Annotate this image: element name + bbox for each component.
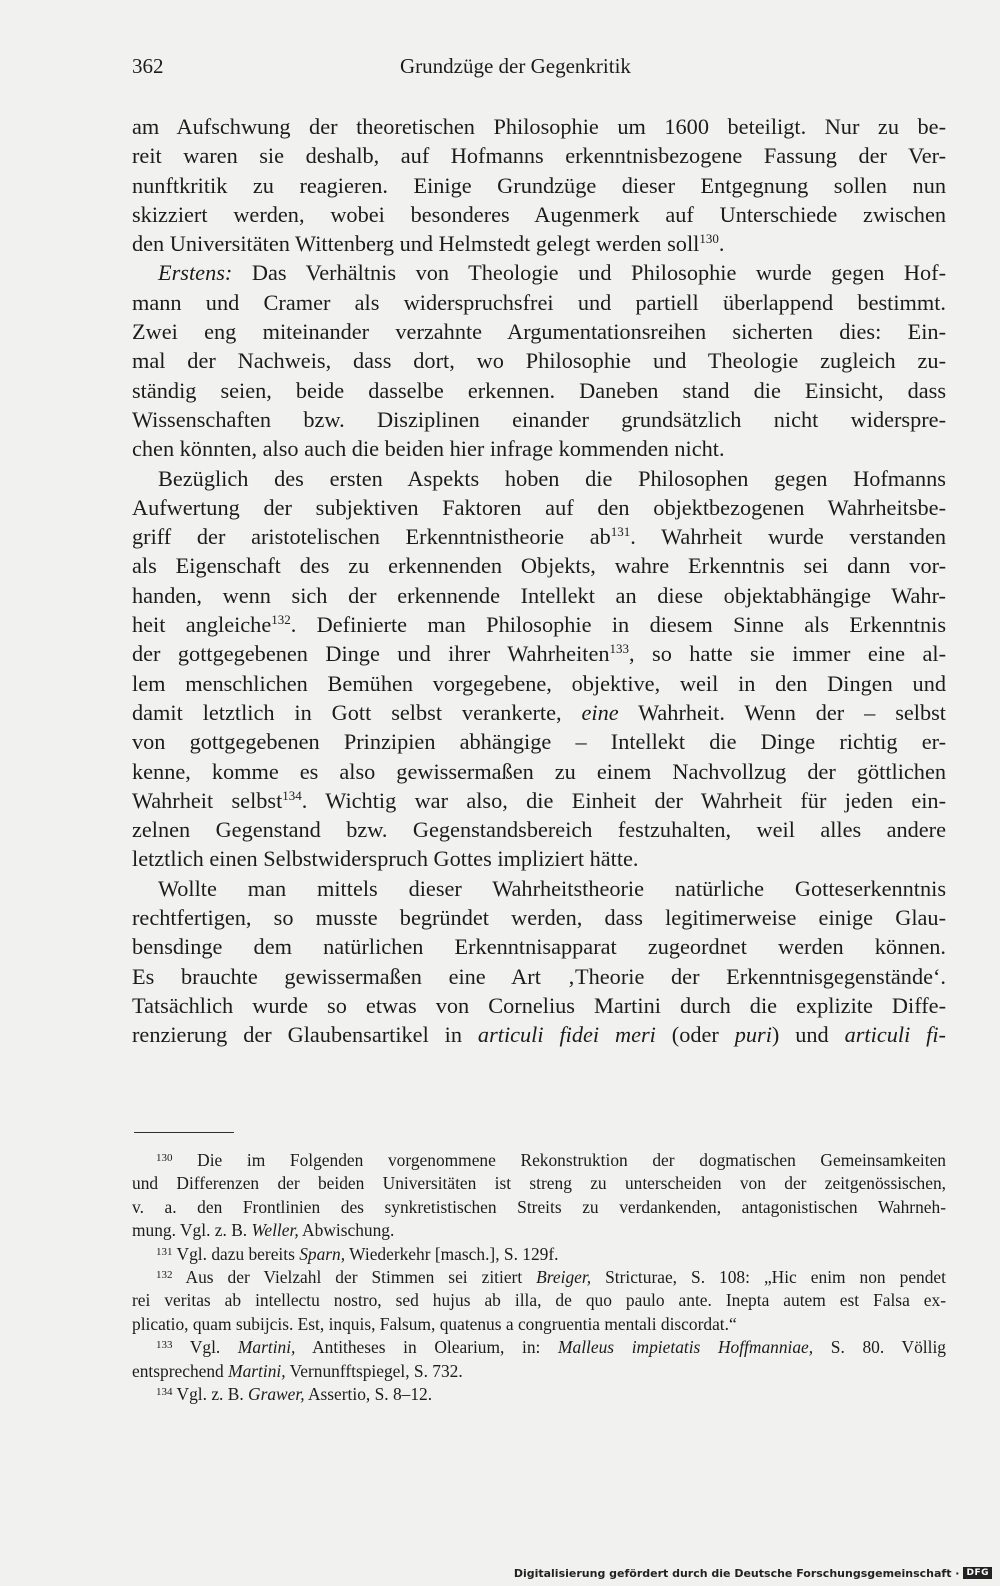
footnote-ref: 132 xyxy=(271,612,291,628)
text-line: mann und Cramer als widerspruchsfrei und partiell überlappend bestimmt. xyxy=(132,289,946,315)
text-line: reit waren sie deshalb, auf Hofmanns erkenntnisbezogene Fassung der Ver- xyxy=(132,143,946,169)
digitization-credit xyxy=(514,1563,992,1583)
dfg-logo: DFG xyxy=(963,1567,992,1579)
credit-text: Digitalisierung gefördert durch die Deutsche Forschungsgemeinschaft · xyxy=(513,1566,960,1580)
text-line: Es brauchte gewissermaßen eine Art ‚Theorie der Erkenntnisgegenstände‘. xyxy=(132,963,946,989)
text-line: Wissenschaften bzw. Disziplinen einander grundsätzlich nicht widerspre- xyxy=(132,406,946,432)
footnote-133: $^{133}$ Vgl. Martini, Antitheses in Olearium, in: Malleus impietatis Hoffmanniae, S. 80. Völlig xyxy=(156,1337,946,1358)
text-line: als Eigenschaft des zu erkennenden Objekts, wahre Erkenntnis sei dann vor- xyxy=(132,553,946,579)
footnote-ref: 134 xyxy=(282,787,302,803)
text-line: renzierung der Glaubensartikel in articuli fidei meri (oder puri) und articuli fi- xyxy=(132,1022,946,1048)
text-line: lem menschlichen Bemühen vorgegebene, objektive, weil in den Dingen und xyxy=(132,670,946,696)
text-line: skizziert werden, wobei besonderes Augenmerk auf Unterschiede zwischen xyxy=(132,201,946,227)
footnote-line: plicatio, quam subijcis. Est, inquis, Falsum, quatenus a congruentia mentali discordat.“ xyxy=(132,1313,737,1334)
text-line: letztlich einen Selbstwiderspruch Gottes impliziert hätte. xyxy=(132,846,639,872)
text-line: zelnen Gegenstand bzw. Gegenstandsbereich festzuhalten, weil alles andere xyxy=(132,817,946,843)
text-line: griff der aristotelischen Erkenntnistheorie $ab^{131}$. Wahrheit wurde verstanden xyxy=(132,524,947,550)
running-title: Grundzüge der Gegenkritik xyxy=(400,54,631,78)
text-line: Erstens: Das Verhältnis von Theologie und Philosophie wurde gegen Hof- xyxy=(158,260,946,286)
footnote-rule xyxy=(134,1132,234,1133)
text-line: bensdinge dem natürlichen Erkenntnisapparat zugeordnet werden können. xyxy=(132,934,946,960)
footnote-ref: 133 xyxy=(609,641,630,657)
main-text xyxy=(132,112,946,1050)
footnote-line: entsprechend Martini, Vernunfftspiegel, S. 732. xyxy=(132,1360,463,1381)
text-line: Tatsächlich wurde so etwas von Cornelius Martini durch die explizite Diffe- xyxy=(132,992,946,1018)
footnote-line: rei veritas ab intellectu nostro, sed hujus ab illa, de quo paulo ante. Inepta autem est Falsa ex- xyxy=(132,1290,946,1311)
running-header xyxy=(132,54,946,86)
text-line: ständig seien, beide dasselbe erkennen. Daneben stand die Einsicht, dass xyxy=(132,377,946,403)
footnotes xyxy=(132,1149,946,1406)
text-line: der gottgegebenen Dinge und ihrer Wahrheiten$^{133}$, so hatte sie immer eine al- xyxy=(132,641,946,667)
text-line: nunftkritik zu reagieren. Einige Grundzüge dieser Entgegnung sollen nun xyxy=(132,172,946,198)
footnote-line: und Differenzen der beiden Universitäten ist streng zu unterscheiden von der zeitgenössischen, xyxy=(132,1173,946,1194)
footnote-132: $^{132}$ Aus der Vielzahl der Stimmen sei zitiert Breiger, Stricturae, S. 108: „Hic enim non pendet xyxy=(156,1266,946,1287)
text-line: rechtfertigen, so musste begründet werden, dass legitimerweise einige Glau- xyxy=(132,905,946,931)
text-line: den Universitäten Wittenberg und Helmstedt gelegt werden soll$^{130}$. xyxy=(132,231,725,257)
footnote-ref: 131 xyxy=(610,524,631,540)
text-line: Bezüglich des ersten Aspekts hoben die Philosophen gegen Hofmanns xyxy=(158,465,946,491)
text-line: heit angleiche$^{132}$. Definierte man Philosophie in diesem Sinne als Erkenntnis xyxy=(132,612,946,638)
text-line: Zwei eng miteinander verzahnte Argumentationsreihen sicherten dies: Ein- xyxy=(132,319,946,345)
text-line: mal der Nachweis, dass dort, wo Philosophie und Theologie zugleich zu- xyxy=(132,348,946,374)
footnote-131: $^{131}$ Vgl. dazu bereits Sparn, Wiederkehr [masch.], S. 129f. xyxy=(156,1243,559,1264)
footnote-130: $^{130}$ Die im Folgenden vorgenommene Rekonstruktion der dogmatischen Gemeinsamkeiten xyxy=(156,1150,946,1170)
page-number: 362 xyxy=(132,54,164,78)
text-line: Wahrheit selbst$^{134}$. Wichtig war also, die Einheit der Wahrheit für jeden ein- xyxy=(132,787,946,813)
text-line: handen, wenn sich der erkennende Intellekt an diese objektabhängige Wahr- xyxy=(132,582,946,608)
text-line: Aufwertung der subjektiven Faktoren auf den objektbezogenen Wahrheitsbe- xyxy=(132,494,946,520)
footnote-134: $^{134}$ Vgl. z. B. Grawer, Assertio, S. 8–12. xyxy=(156,1383,433,1404)
footnote-ref: 130 xyxy=(699,231,719,247)
footnote-line: mung. Vgl. z. B. Weller, Abwischung. xyxy=(132,1220,395,1241)
text-line: kenne, komme es also gewissermaßen zu einem Nachvollzug der göttlichen xyxy=(132,758,946,784)
text-line: von gottgegebenen Prinzipien abhängige – Intellekt die Dinge richtig er- xyxy=(132,729,946,755)
footnote-line: v. a. den Frontlinien des synkretistischen Streits zu verdankenden, antagonistischen Wahrneh- xyxy=(132,1196,946,1217)
text-line: damit letztlich in Gott selbst verankerte, eine Wahrheit. Wenn der – selbst xyxy=(132,699,946,725)
text-line: am Aufschwung der theoretischen Philosophie um 1600 beteiligt. Nur zu be- xyxy=(132,114,946,139)
text-line: chen könnten, also auch die beiden hier infrage kommenden nicht. xyxy=(132,436,725,462)
text-line: Wollte man mittels dieser Wahrheitstheorie natürliche Gotteserkenntnis xyxy=(158,875,946,901)
